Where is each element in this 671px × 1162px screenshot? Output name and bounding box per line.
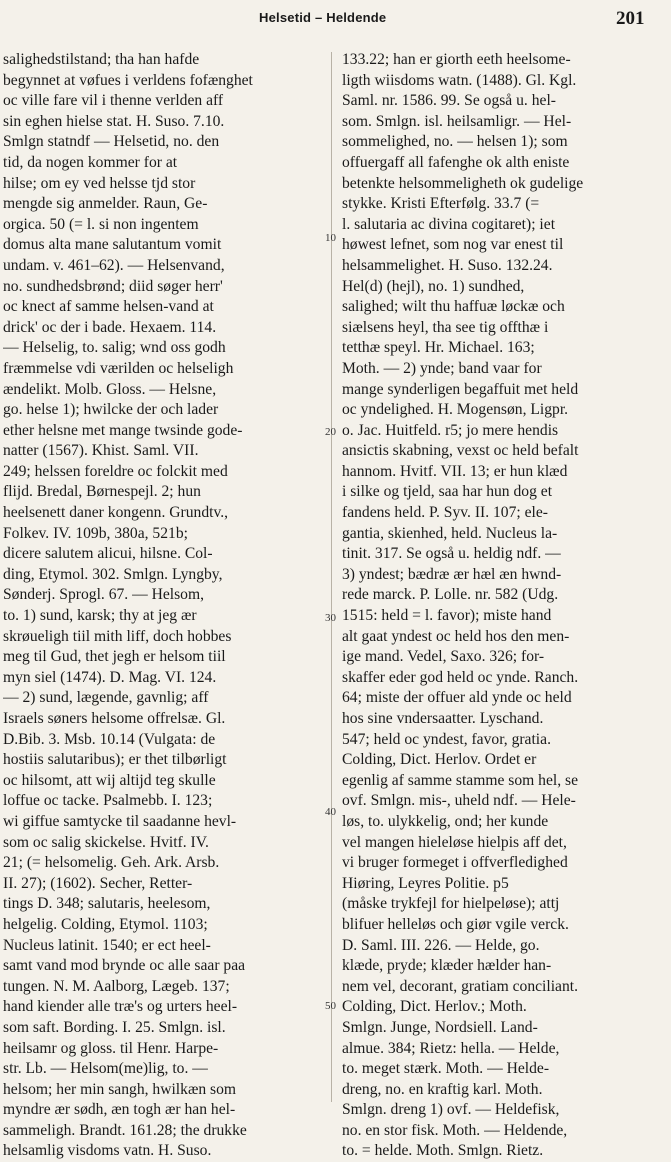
text-line: dicere salutem alicui, hilsne. Col- <box>3 545 213 563</box>
text-line: sommelighed, no. — helsen 1); som <box>342 133 568 151</box>
text-line: helsammelighet. H. Suso. 132.24. <box>342 256 553 274</box>
text-line: natter (1567). Khist. Saml. VII. <box>3 442 199 460</box>
running-head: Helsetid – Heldende <box>259 10 387 25</box>
text-line: dreng, no. en kraftig karl. Moth. <box>342 1080 543 1098</box>
text-line: hos sine vndersaatter. Lyschand. <box>342 710 544 727</box>
text-line: høwest lefnet, som nog var enest til <box>342 236 564 254</box>
text-line: i silke og tjeld, saa har hun dog et <box>342 483 553 501</box>
text-line: str. Lb. — Helsom(me)lig, to. — <box>3 1060 208 1078</box>
text-line: myndre ær sødh, æn togh ær han hel- <box>3 1101 236 1119</box>
text-line: salighedstilstand; tha han hafde <box>3 51 200 68</box>
text-line: Sønderj. Sprogl. 67. — Helsom, <box>3 586 204 604</box>
text-line: 133.22; han er giorth eeth heelsome- <box>342 51 571 68</box>
text-line: loffue oc tacke. Psalmebb. I. 123; <box>3 792 213 810</box>
text-line: klæde, pryde; klæder hælder han- <box>342 957 552 975</box>
text-line: drick' oc der i bade. Hexaem. 114. <box>3 318 217 336</box>
text-line: skrøueligh tiil mith liff, doch hobbes <box>3 627 232 645</box>
text-line: helgelig. Colding, Etymol. 1103; <box>3 915 208 933</box>
text-line: som. Smlgn. isl. heilsamligr. — Hel- <box>342 112 572 130</box>
text-line: (måske trykfejl for hielpeløse); attj <box>342 895 560 913</box>
text-line: Israels søners helsome offrelsæ. Gl. <box>3 710 226 727</box>
text-line: sin eghen hielse stat. H. Suso. 7.10. <box>3 112 225 130</box>
text-line: heilsamr og gloss. til Henr. Harpe- <box>3 1039 219 1057</box>
text-line: Saml. nr. 1586. 99. Se også u. hel- <box>342 92 556 110</box>
text-line: wi giffue samtycke til saadanne hevl- <box>3 812 237 830</box>
text-line: skaffer eder god held oc ynde. Ranch. <box>342 668 579 686</box>
text-line: tungen. N. M. Aalborg, Lægeb. 137; <box>3 977 230 995</box>
text-line: to. = helde. Moth. Smlgn. Rietz. <box>342 1142 544 1160</box>
right-column <box>342 50 660 1162</box>
text-line: Folkev. IV. 109b, 380a, 521b; <box>3 524 188 542</box>
text-line: oc yndelighed. H. Mogensøn, Ligpr. <box>342 401 569 419</box>
page-number: 201 <box>616 8 645 29</box>
text-line: domus alta mane salutantum vomit <box>3 236 222 254</box>
text-line: egenlig af samme stamme som hel, se <box>342 771 579 789</box>
text-line: 3) yndest; bædræ ær hæl æn hwnd- <box>342 565 562 583</box>
text-line: blifuer helleløs och giør vgile verck. <box>342 915 569 933</box>
text-line: oc ville fare vil i thenne verlden aff <box>3 92 224 110</box>
text-line: flijd. Bredal, Børnespejl. 2; hun <box>3 483 201 501</box>
text-line: helsom; her min sangh, hwilkæn som <box>3 1080 237 1098</box>
text-line: Smlgn statndf — Helsetid, no. den <box>3 133 220 151</box>
text-line: vel mangen hieleløse hielpis aff det, <box>342 833 567 851</box>
line-number: 30 <box>325 612 336 624</box>
text-line: som oc salig skickelse. Hvitf. IV. <box>3 833 209 851</box>
left-column <box>3 50 321 1162</box>
text-line: tinit. 317. Se også u. heldig ndf. — <box>342 545 561 563</box>
text-line: alt gaat yndest oc held hos den men- <box>342 627 570 645</box>
text-line: offuergaff all fafenghe ok alth eniste <box>342 153 570 171</box>
text-line: mengde sig anmelder. Raun, Ge- <box>3 195 208 213</box>
text-line: Hiøring, Leyres Politie. p5 <box>342 874 509 892</box>
text-line: no. sundhedsbrønd; diid søger herr' <box>3 277 223 295</box>
text-line: Hel(d) (hejl), no. 1) sundhed, <box>342 277 525 295</box>
text-line: — Helselig, to. salig; wnd oss godh <box>3 339 226 357</box>
page-header <box>0 0 671 40</box>
text-line: sammeligh. Brandt. 161.28; the drukke <box>3 1121 247 1139</box>
text-line: ether helsne met mange twsinde gode- <box>3 421 243 439</box>
text-line: hand kiender alle træ's og urters heel- <box>3 998 238 1016</box>
text-line: nem vel, decorant, gratiam conciliant. <box>342 977 578 995</box>
text-line: Smlgn. Junge, Nordsiell. Land- <box>342 1018 538 1036</box>
text-line: helsamlig visdoms vatn. H. Suso. <box>3 1142 212 1160</box>
text-line: som saft. Bording. I. 25. Smlgn. isl. <box>3 1018 226 1036</box>
text-line: mange synderligen begaffuit met held <box>342 380 579 398</box>
text-line: go. helse 1); hwilcke der och lader <box>3 401 219 419</box>
text-line: hilse; om ey ved helsse tjd stor <box>3 174 196 192</box>
text-line: Colding, Dict. Herlov. Ordet er <box>342 751 537 769</box>
text-line: almue. 384; Rietz: hella. — Helde, <box>342 1039 560 1057</box>
text-line: 547; held oc yndest, favor, gratia. <box>342 730 551 748</box>
text-line: ændelikt. Molb. Gloss. — Helsne, <box>3 380 217 398</box>
text-line: tid, da nogen kommer for at <box>3 153 178 171</box>
text-line: D. Saml. III. 226. — Helde, go. <box>342 936 540 954</box>
text-line: o. Jac. Huitfeld. r5; jo mere hendis <box>342 421 559 439</box>
text-line: samt vand mod brynde oc alle saar paa <box>3 957 246 975</box>
line-number: 50 <box>325 1000 336 1012</box>
text-line: betenkte helsommeligheth ok gudelige <box>342 174 584 192</box>
text-line: Nucleus latinit. 1540; er ect heel- <box>3 936 211 954</box>
text-line: tings D. 348; salutaris, heelesom, <box>3 895 211 913</box>
text-line: heelsenett daner kongenn. Grundtv., <box>3 504 229 522</box>
text-line: meg til Gud, thet jegh er helsom tiil <box>3 648 226 666</box>
text-line: 1515: held = l. favor); miste hand <box>342 607 552 625</box>
text-line: begynnet at vøfues i verldens fofænghet <box>3 71 253 89</box>
text-line: Smlgn. dreng 1) ovf. — Heldefisk, <box>342 1101 560 1119</box>
text-line: myn siel (1474). D. Mag. VI. 124. <box>3 668 217 686</box>
text-line: fandens held. P. Syv. II. 107; ele- <box>342 504 548 522</box>
text-line: undam. v. 461–62). — Helsenvand, <box>3 256 225 274</box>
text-line: ligth wiisdoms watn. (1488). Gl. Kgl. <box>342 71 577 89</box>
text-line: no. en stor fisk. Moth. — Heldende, <box>342 1121 568 1139</box>
text-line: gantia, skienhed, held. Nucleus la- <box>342 524 558 542</box>
text-line: ige mand. Vedel, Saxo. 326; for- <box>342 648 545 666</box>
text-line: hostiis salutaribus); er thet tilbørligt <box>3 751 227 769</box>
text-line: orgica. 50 (= l. si non ingentem <box>3 215 199 233</box>
text-line: rede marck. P. Lolle. nr. 582 (Udg. <box>342 586 559 604</box>
text-line: ansictis skabning, vexst oc held befalt <box>342 442 579 460</box>
text-line: to. 1) sund, karsk; thy at jeg ær <box>3 607 197 625</box>
text-line: løs, to. ulykkelig, ond; her kunde <box>342 812 549 830</box>
text-line: siælsens heyl, tha see tig offthæ i <box>342 318 549 336</box>
text-line: 64; miste der offuer ald ynde oc held <box>342 689 572 707</box>
text-line: fræmmelse vdi værilden oc helseligh <box>3 359 234 377</box>
text-line: salighed; wilt thu haffuæ løckæ och <box>342 298 565 316</box>
text-line: D.Bib. 3. Msb. 10.14 (Vulgata: de <box>3 730 216 748</box>
text-line: 249; helssen foreldre oc folckit med <box>3 462 228 480</box>
text-line: — 2) sund, lægende, gavnlig; aff <box>3 689 209 707</box>
text-line: oc knect af samme helsen-vand at <box>3 298 214 316</box>
text-line: Colding, Dict. Herlov.; Moth. <box>342 998 527 1016</box>
text-line: to. meget stærk. Moth. — Helde- <box>342 1060 550 1078</box>
line-number: 20 <box>325 426 336 438</box>
text-line: tetthæ speyl. Hr. Michael. 163; <box>342 339 535 357</box>
text-line: ding, Etymol. 302. Smlgn. Lyngby, <box>3 565 223 583</box>
text-line: stykke. Kristi Efterfølg. 33.7 (= <box>342 195 540 213</box>
line-number: 40 <box>325 806 336 818</box>
text-line: l. salutaria ac divina cogitaret); iet <box>342 215 556 233</box>
text-line: oc hilsomt, att wij altijd teg skulle <box>3 771 216 789</box>
text-line: 21; (= helsomelig. Geh. Ark. Arsb. <box>3 854 220 872</box>
line-number: 10 <box>325 232 336 244</box>
text-line: Moth. — 2) ynde; band vaar for <box>342 359 542 377</box>
text-line: hannom. Hvitf. VII. 13; er hun klæd <box>342 462 568 480</box>
column-divider <box>331 52 332 1102</box>
text-line: vi bruger formeget i offverfledighed <box>342 854 568 872</box>
text-line: II. 27); (1602). Secher, Retter- <box>3 874 193 892</box>
text-line: ovf. Smlgn. mis-, uheld ndf. — Hele- <box>342 792 576 810</box>
